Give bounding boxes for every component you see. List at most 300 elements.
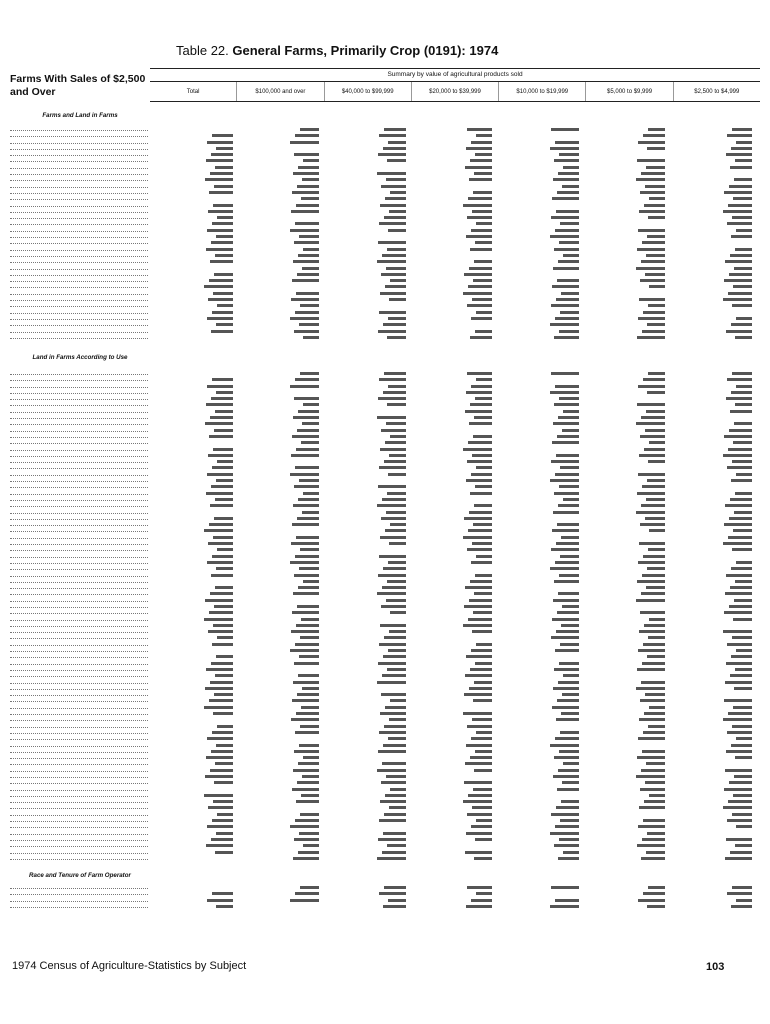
value-placeholder bbox=[673, 178, 760, 183]
value-placeholder bbox=[154, 285, 241, 290]
value-placeholder bbox=[500, 235, 587, 240]
row-stub-placeholder bbox=[10, 796, 148, 797]
value-placeholder bbox=[154, 674, 241, 679]
value-placeholder bbox=[673, 905, 760, 910]
value-placeholder bbox=[154, 460, 241, 465]
value-placeholder bbox=[154, 636, 241, 641]
table-row-placeholder bbox=[10, 403, 760, 408]
value-placeholder bbox=[154, 403, 241, 408]
value-placeholder bbox=[414, 643, 501, 648]
value-placeholder bbox=[154, 385, 241, 390]
table-row-placeholder bbox=[10, 744, 760, 749]
value-placeholder bbox=[500, 611, 587, 616]
value-placeholder bbox=[414, 838, 501, 843]
value-placeholder bbox=[241, 624, 328, 629]
table-row-placeholder bbox=[10, 892, 760, 897]
value-placeholder bbox=[241, 147, 328, 152]
value-placeholder bbox=[500, 548, 587, 553]
value-placeholder bbox=[500, 567, 587, 572]
value-placeholder bbox=[500, 605, 587, 610]
value-placeholder bbox=[587, 191, 674, 196]
table-row-placeholder bbox=[10, 311, 760, 316]
value-placeholder bbox=[673, 781, 760, 786]
value-placeholder bbox=[500, 317, 587, 322]
row-stub-placeholder bbox=[10, 481, 148, 482]
value-placeholder bbox=[587, 712, 674, 717]
value-placeholder bbox=[414, 693, 501, 698]
value-placeholder bbox=[587, 687, 674, 692]
row-stub-placeholder bbox=[10, 783, 148, 784]
value-placeholder bbox=[241, 441, 328, 446]
value-placeholder bbox=[241, 378, 328, 383]
value-placeholder bbox=[414, 825, 501, 830]
value-placeholder bbox=[327, 372, 414, 377]
table-row-placeholder bbox=[10, 851, 760, 856]
value-placeholder bbox=[327, 886, 414, 891]
value-placeholder bbox=[241, 605, 328, 610]
value-placeholder bbox=[414, 498, 501, 503]
table-row-placeholder bbox=[10, 624, 760, 629]
value-placeholder bbox=[500, 191, 587, 196]
row-stub-placeholder bbox=[10, 168, 148, 169]
value-placeholder bbox=[500, 185, 587, 190]
value-placeholder bbox=[327, 662, 414, 667]
value-placeholder bbox=[673, 485, 760, 490]
value-placeholder bbox=[673, 492, 760, 497]
table-row-placeholder bbox=[10, 416, 760, 421]
value-placeholder bbox=[414, 147, 501, 152]
row-stub-placeholder bbox=[10, 638, 148, 639]
value-placeholder bbox=[154, 397, 241, 402]
value-placeholder bbox=[154, 210, 241, 215]
value-placeholder bbox=[587, 504, 674, 509]
value-placeholder bbox=[587, 317, 674, 322]
value-placeholder bbox=[414, 788, 501, 793]
value-placeholder bbox=[500, 279, 587, 284]
value-placeholder bbox=[327, 605, 414, 610]
value-placeholder bbox=[587, 899, 674, 904]
table-row-placeholder bbox=[10, 706, 760, 711]
value-placeholder bbox=[673, 580, 760, 585]
row-stub-placeholder bbox=[10, 758, 148, 759]
table-row-placeholder bbox=[10, 574, 760, 579]
row-stub-placeholder bbox=[10, 714, 148, 715]
table-row-placeholder bbox=[10, 128, 760, 133]
value-placeholder bbox=[500, 630, 587, 635]
value-placeholder bbox=[154, 311, 241, 316]
value-placeholder bbox=[587, 788, 674, 793]
value-placeholder bbox=[327, 618, 414, 623]
row-stub-placeholder bbox=[10, 143, 148, 144]
value-placeholder bbox=[154, 511, 241, 516]
value-placeholder bbox=[241, 687, 328, 692]
value-placeholder bbox=[154, 592, 241, 597]
value-placeholder bbox=[414, 466, 501, 471]
value-placeholder bbox=[154, 681, 241, 686]
value-placeholder bbox=[414, 153, 501, 158]
table-row-placeholder bbox=[10, 693, 760, 698]
value-placeholder bbox=[327, 485, 414, 490]
value-placeholder bbox=[327, 674, 414, 679]
value-placeholder bbox=[154, 844, 241, 849]
value-placeholder bbox=[327, 611, 414, 616]
value-placeholder bbox=[414, 292, 501, 297]
table-row-placeholder bbox=[10, 655, 760, 660]
value-placeholder bbox=[414, 385, 501, 390]
value-placeholder bbox=[587, 128, 674, 133]
value-placeholder bbox=[587, 372, 674, 377]
value-placeholder bbox=[241, 311, 328, 316]
row-stub-placeholder bbox=[10, 827, 148, 828]
value-placeholder bbox=[154, 279, 241, 284]
row-stub-placeholder bbox=[10, 281, 148, 282]
value-placeholder bbox=[673, 624, 760, 629]
value-placeholder bbox=[414, 574, 501, 579]
value-placeholder bbox=[587, 473, 674, 478]
value-placeholder bbox=[673, 788, 760, 793]
value-placeholder bbox=[154, 781, 241, 786]
value-placeholder bbox=[154, 555, 241, 560]
value-placeholder bbox=[673, 159, 760, 164]
value-placeholder bbox=[587, 649, 674, 654]
stub-heading: Farms With Sales of $2,500 and Over bbox=[10, 73, 146, 98]
value-placeholder bbox=[241, 403, 328, 408]
value-placeholder bbox=[154, 618, 241, 623]
table-row-placeholder bbox=[10, 248, 760, 253]
value-placeholder bbox=[241, 273, 328, 278]
value-placeholder bbox=[587, 599, 674, 604]
value-placeholder bbox=[327, 523, 414, 528]
value-placeholder bbox=[154, 838, 241, 843]
value-placeholder bbox=[241, 636, 328, 641]
value-placeholder bbox=[154, 857, 241, 862]
value-placeholder bbox=[673, 216, 760, 221]
value-placeholder bbox=[500, 216, 587, 221]
row-stub-placeholder bbox=[10, 313, 148, 314]
value-placeholder bbox=[500, 819, 587, 824]
value-placeholder bbox=[587, 479, 674, 484]
row-stub-placeholder bbox=[10, 187, 148, 188]
value-placeholder bbox=[327, 385, 414, 390]
value-placeholder bbox=[587, 241, 674, 246]
value-placeholder bbox=[241, 216, 328, 221]
row-stub-placeholder bbox=[10, 853, 148, 854]
value-placeholder bbox=[241, 285, 328, 290]
value-placeholder bbox=[500, 336, 587, 341]
value-placeholder bbox=[414, 330, 501, 335]
row-stub-placeholder bbox=[10, 821, 148, 822]
value-placeholder bbox=[327, 448, 414, 453]
value-placeholder bbox=[154, 147, 241, 152]
table-row-placeholder bbox=[10, 806, 760, 811]
value-placeholder bbox=[587, 548, 674, 553]
value-placeholder bbox=[327, 844, 414, 849]
table-row-placeholder bbox=[10, 147, 760, 152]
value-placeholder bbox=[414, 479, 501, 484]
value-placeholder bbox=[673, 460, 760, 465]
value-placeholder bbox=[154, 517, 241, 522]
value-placeholder bbox=[327, 159, 414, 164]
value-placeholder bbox=[241, 561, 328, 566]
value-placeholder bbox=[414, 737, 501, 742]
row-group bbox=[10, 372, 760, 863]
value-placeholder bbox=[241, 229, 328, 234]
value-placeholder bbox=[414, 416, 501, 421]
value-placeholder bbox=[673, 141, 760, 146]
value-placeholder bbox=[500, 712, 587, 717]
table-row-placeholder bbox=[10, 492, 760, 497]
row-stub-placeholder bbox=[10, 405, 148, 406]
value-placeholder bbox=[241, 330, 328, 335]
value-placeholder bbox=[673, 517, 760, 522]
value-placeholder bbox=[241, 643, 328, 648]
value-placeholder bbox=[500, 618, 587, 623]
value-placeholder bbox=[673, 241, 760, 246]
row-stub-placeholder bbox=[10, 840, 148, 841]
value-placeholder bbox=[587, 311, 674, 316]
value-placeholder bbox=[587, 397, 674, 402]
table-row-placeholder bbox=[10, 643, 760, 648]
value-placeholder bbox=[587, 403, 674, 408]
value-placeholder bbox=[500, 825, 587, 830]
value-placeholder bbox=[500, 555, 587, 560]
value-placeholder bbox=[414, 134, 501, 139]
value-placeholder bbox=[673, 706, 760, 711]
value-placeholder bbox=[673, 586, 760, 591]
value-placeholder bbox=[241, 662, 328, 667]
value-placeholder bbox=[154, 241, 241, 246]
value-placeholder bbox=[587, 159, 674, 164]
value-placeholder bbox=[587, 304, 674, 309]
table-row-placeholder bbox=[10, 410, 760, 415]
table-row-placeholder bbox=[10, 204, 760, 209]
value-placeholder bbox=[414, 769, 501, 774]
value-placeholder bbox=[327, 580, 414, 585]
table-row-placeholder bbox=[10, 775, 760, 780]
value-placeholder bbox=[587, 292, 674, 297]
value-placeholder bbox=[154, 273, 241, 278]
row-stub-placeholder bbox=[10, 275, 148, 276]
row-stub-placeholder bbox=[10, 269, 148, 270]
value-placeholder bbox=[414, 298, 501, 303]
table-row-placeholder bbox=[10, 630, 760, 635]
value-placeholder bbox=[500, 586, 587, 591]
value-placeholder bbox=[414, 304, 501, 309]
value-placeholder bbox=[587, 523, 674, 528]
value-placeholder bbox=[500, 504, 587, 509]
table-row-placeholder bbox=[10, 712, 760, 717]
value-placeholder bbox=[587, 511, 674, 516]
value-placeholder bbox=[673, 844, 760, 849]
value-placeholder bbox=[327, 391, 414, 396]
row-stub-placeholder bbox=[10, 374, 148, 375]
value-placeholder bbox=[673, 592, 760, 597]
value-placeholder bbox=[587, 555, 674, 560]
value-placeholder bbox=[241, 851, 328, 856]
value-placeholder bbox=[414, 397, 501, 402]
table-row-placeholder bbox=[10, 769, 760, 774]
table-row-placeholder bbox=[10, 662, 760, 667]
table-row-placeholder bbox=[10, 681, 760, 686]
value-placeholder bbox=[327, 649, 414, 654]
value-placeholder bbox=[327, 416, 414, 421]
row-stub-placeholder bbox=[10, 500, 148, 501]
row-stub-placeholder bbox=[10, 180, 148, 181]
value-placeholder bbox=[587, 561, 674, 566]
value-placeholder bbox=[673, 273, 760, 278]
value-placeholder bbox=[587, 794, 674, 799]
value-placeholder bbox=[241, 744, 328, 749]
value-placeholder bbox=[327, 599, 414, 604]
value-placeholder bbox=[673, 737, 760, 742]
value-placeholder bbox=[327, 687, 414, 692]
row-stub-placeholder bbox=[10, 720, 148, 721]
value-placeholder bbox=[241, 693, 328, 698]
value-placeholder bbox=[587, 466, 674, 471]
value-placeholder bbox=[673, 267, 760, 272]
value-placeholder bbox=[241, 267, 328, 272]
value-placeholder bbox=[414, 699, 501, 704]
value-placeholder bbox=[241, 592, 328, 597]
value-placeholder bbox=[327, 172, 414, 177]
value-placeholder bbox=[414, 580, 501, 585]
value-placeholder bbox=[587, 737, 674, 742]
value-placeholder bbox=[327, 254, 414, 259]
value-placeholder bbox=[154, 410, 241, 415]
value-placeholder bbox=[327, 298, 414, 303]
table-row-placeholder bbox=[10, 330, 760, 335]
table-body bbox=[10, 104, 760, 904]
row-stub-placeholder bbox=[10, 752, 148, 753]
value-placeholder bbox=[414, 687, 501, 692]
row-stub-placeholder bbox=[10, 494, 148, 495]
value-placeholder bbox=[327, 222, 414, 227]
value-placeholder bbox=[673, 298, 760, 303]
value-placeholder bbox=[587, 254, 674, 259]
value-placeholder bbox=[414, 336, 501, 341]
value-placeholder bbox=[414, 668, 501, 673]
value-placeholder bbox=[587, 611, 674, 616]
table-row-placeholder bbox=[10, 819, 760, 824]
value-placeholder bbox=[414, 567, 501, 572]
value-placeholder bbox=[587, 819, 674, 824]
value-placeholder bbox=[673, 687, 760, 692]
value-placeholder bbox=[587, 285, 674, 290]
value-placeholder bbox=[154, 725, 241, 730]
value-placeholder bbox=[414, 216, 501, 221]
value-placeholder bbox=[414, 273, 501, 278]
value-placeholder bbox=[673, 473, 760, 478]
value-placeholder bbox=[414, 750, 501, 755]
value-placeholder bbox=[327, 838, 414, 843]
table-row-placeholder bbox=[10, 825, 760, 830]
value-placeholder bbox=[241, 429, 328, 434]
value-placeholder bbox=[327, 422, 414, 427]
value-placeholder bbox=[241, 128, 328, 133]
row-stub-placeholder bbox=[10, 174, 148, 175]
table-row-placeholder bbox=[10, 592, 760, 597]
value-placeholder bbox=[500, 681, 587, 686]
value-placeholder bbox=[500, 298, 587, 303]
row-stub-placeholder bbox=[10, 525, 148, 526]
value-placeholder bbox=[673, 886, 760, 891]
table-row-placeholder bbox=[10, 454, 760, 459]
value-placeholder bbox=[241, 397, 328, 402]
value-placeholder bbox=[241, 479, 328, 484]
value-placeholder bbox=[327, 229, 414, 234]
value-placeholder bbox=[154, 905, 241, 910]
value-placeholder bbox=[241, 336, 328, 341]
table-row-placeholder bbox=[10, 479, 760, 484]
value-placeholder bbox=[154, 197, 241, 202]
value-placeholder bbox=[241, 542, 328, 547]
value-placeholder bbox=[673, 454, 760, 459]
value-placeholder bbox=[500, 744, 587, 749]
value-placeholder bbox=[500, 473, 587, 478]
value-placeholder bbox=[673, 611, 760, 616]
row-stub-placeholder bbox=[10, 764, 148, 765]
table-row-placeholder bbox=[10, 260, 760, 265]
value-placeholder bbox=[587, 485, 674, 490]
table-row-placeholder bbox=[10, 699, 760, 704]
table-row-placeholder bbox=[10, 504, 760, 509]
row-stub-placeholder bbox=[10, 380, 148, 381]
row-stub-placeholder bbox=[10, 412, 148, 413]
value-placeholder bbox=[673, 210, 760, 215]
value-placeholder bbox=[673, 166, 760, 171]
value-placeholder bbox=[154, 769, 241, 774]
value-placeholder bbox=[154, 668, 241, 673]
value-placeholder bbox=[414, 561, 501, 566]
value-placeholder bbox=[327, 819, 414, 824]
value-placeholder bbox=[414, 254, 501, 259]
value-placeholder bbox=[414, 317, 501, 322]
table-row-placeholder bbox=[10, 279, 760, 284]
value-placeholder bbox=[327, 555, 414, 560]
value-placeholder bbox=[500, 454, 587, 459]
value-placeholder bbox=[587, 668, 674, 673]
value-placeholder bbox=[414, 662, 501, 667]
value-placeholder bbox=[154, 492, 241, 497]
value-placeholder bbox=[500, 643, 587, 648]
value-placeholder bbox=[327, 511, 414, 516]
value-placeholder bbox=[587, 529, 674, 534]
value-placeholder bbox=[587, 838, 674, 843]
value-placeholder bbox=[673, 838, 760, 843]
value-placeholder bbox=[241, 725, 328, 730]
value-placeholder bbox=[241, 517, 328, 522]
value-placeholder bbox=[500, 905, 587, 910]
value-placeholder bbox=[673, 574, 760, 579]
value-placeholder bbox=[673, 435, 760, 440]
value-placeholder bbox=[414, 178, 501, 183]
value-placeholder bbox=[241, 292, 328, 297]
value-placeholder bbox=[500, 153, 587, 158]
value-placeholder bbox=[414, 649, 501, 654]
value-placeholder bbox=[154, 479, 241, 484]
row-stub-placeholder bbox=[10, 437, 148, 438]
row-stub-placeholder bbox=[10, 468, 148, 469]
value-placeholder bbox=[327, 905, 414, 910]
value-placeholder bbox=[327, 706, 414, 711]
row-stub-placeholder bbox=[10, 808, 148, 809]
value-placeholder bbox=[241, 788, 328, 793]
value-placeholder bbox=[154, 248, 241, 253]
value-placeholder bbox=[414, 260, 501, 265]
value-placeholder bbox=[587, 744, 674, 749]
row-stub-placeholder bbox=[10, 399, 148, 400]
value-placeholder bbox=[327, 825, 414, 830]
